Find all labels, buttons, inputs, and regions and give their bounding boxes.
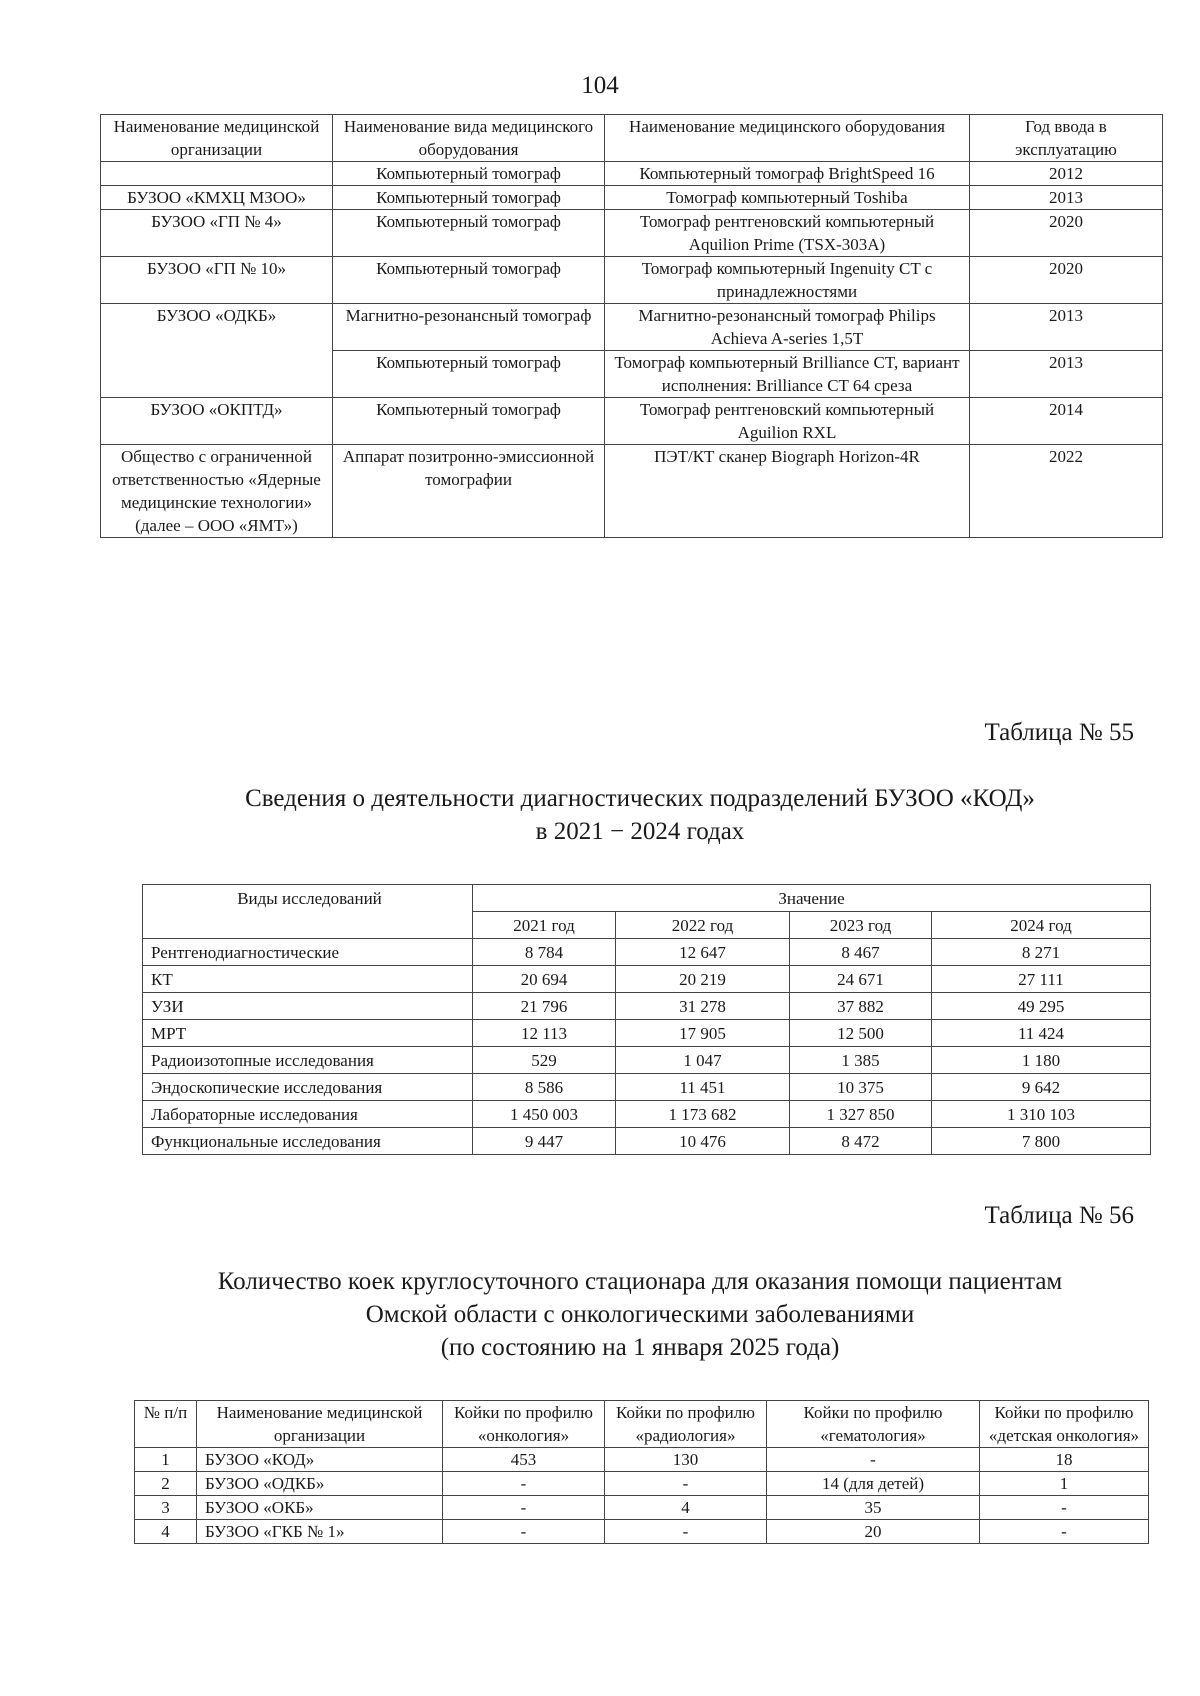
year-header: 2024 год <box>932 912 1151 939</box>
value-cell: 12 647 <box>616 939 790 966</box>
value-cell: 8 271 <box>932 939 1151 966</box>
value-cell: 35 <box>767 1496 980 1520</box>
study-type-cell: УЗИ <box>143 993 473 1020</box>
table-row <box>143 1047 1151 1074</box>
table-55-title-line-1: Сведения о деятельности диагностических подразделений БУЗОО «КОД» <box>245 785 1035 812</box>
table-row <box>101 186 1163 210</box>
value-cell: - <box>443 1472 605 1496</box>
value-cell: 37 882 <box>790 993 932 1020</box>
value-cell: 8 784 <box>473 939 616 966</box>
num-cell: 3 <box>135 1496 197 1520</box>
value-cell: 18 <box>980 1448 1149 1472</box>
num-cell: 4 <box>135 1520 197 1544</box>
table-row <box>143 939 1151 966</box>
num-cell: 1 <box>135 1448 197 1472</box>
diagnostics-table <box>142 884 1151 1155</box>
org-cell: БУЗОО «ОКПТД» <box>101 398 333 445</box>
org-cell: БУЗОО «ГП № 4» <box>101 210 333 257</box>
table-row <box>143 1074 1151 1101</box>
study-type-cell: Радиоизотопные исследования <box>143 1047 473 1074</box>
value-cell: 11 424 <box>932 1020 1151 1047</box>
type-cell: Магнитно-резонансный томограф <box>333 304 605 351</box>
value-cell: 12 113 <box>473 1020 616 1047</box>
value-cell: 21 796 <box>473 993 616 1020</box>
type-cell: Компьютерный томограф <box>333 186 605 210</box>
org-cell: БУЗОО «КОД» <box>197 1448 443 1472</box>
value-cell: 10 476 <box>616 1128 790 1155</box>
type-cell: Компьютерный томограф <box>333 398 605 445</box>
equipment-cell: Томограф рентгеновский компьютерный Aquilion Prime (TSX-303A) <box>605 210 970 257</box>
header-cell: Наименование медицинской организации <box>101 115 333 162</box>
table-row <box>101 398 1163 445</box>
value-cell: 1 047 <box>616 1047 790 1074</box>
equipment-cell: Томограф рентгеновский компьютерный Aguilion RXL <box>605 398 970 445</box>
value-cell: 453 <box>443 1448 605 1472</box>
value-cell: 8 586 <box>473 1074 616 1101</box>
header-cell: Наименование медицинского оборудования <box>605 115 970 162</box>
beds-table <box>134 1400 1149 1544</box>
value-cell: 1 450 003 <box>473 1101 616 1128</box>
header-cell: Год ввода в эксплуатацию <box>970 115 1163 162</box>
header-cell: Койки по профилю «гематология» <box>767 1401 980 1448</box>
table-header-row <box>143 885 1151 912</box>
value-cell: - <box>605 1520 767 1544</box>
year-cell: 2013 <box>970 351 1163 398</box>
num-cell: 2 <box>135 1472 197 1496</box>
value-cell: 20 694 <box>473 966 616 993</box>
org-cell: Общество с ограниченной ответственностью «Ядерные медицинские технологии» (далее – ООО «ЯМТ») <box>101 445 333 538</box>
table-row <box>101 257 1163 304</box>
year-cell: 2013 <box>970 186 1163 210</box>
year-header: 2021 год <box>473 912 616 939</box>
header-cell: Койки по профилю «детская онкология» <box>980 1401 1149 1448</box>
header-cell: Наименование вида медицинского оборудования <box>333 115 605 162</box>
value-cell: 31 278 <box>616 993 790 1020</box>
study-type-cell: МРТ <box>143 1020 473 1047</box>
value-cell: 1 327 850 <box>790 1101 932 1128</box>
study-type-cell: Функциональные исследования <box>143 1128 473 1155</box>
org-cell: БУЗОО «ОДКБ» <box>101 304 333 398</box>
table-row <box>135 1448 1149 1472</box>
type-cell: Аппарат позитронно-эмиссионной томографии <box>333 445 605 538</box>
type-cell: Компьютерный томограф <box>333 210 605 257</box>
year-cell: 2013 <box>970 304 1163 351</box>
value-cell: - <box>980 1496 1149 1520</box>
year-header: 2023 год <box>790 912 932 939</box>
org-cell: БУЗОО «ГП № 10» <box>101 257 333 304</box>
table-row <box>143 1128 1151 1155</box>
equipment-cell: Магнитно-резонансный томограф Philips Achieva A-series 1,5T <box>605 304 970 351</box>
table-header-row <box>135 1401 1149 1448</box>
value-cell: 24 671 <box>790 966 932 993</box>
year-cell: 2020 <box>970 210 1163 257</box>
table-56-title-line-2: Омской области с онкологическими заболеваниями <box>365 1301 915 1328</box>
value-cell: 1 385 <box>790 1047 932 1074</box>
table-row <box>101 304 1163 351</box>
table-row <box>101 445 1163 538</box>
value-cell: - <box>605 1472 767 1496</box>
table-55-title-line-2: в 2021 − 2024 годах <box>535 818 745 845</box>
value-cell: 9 447 <box>473 1128 616 1155</box>
study-type-cell: КТ <box>143 966 473 993</box>
table-56-caption: Таблица № 56 <box>984 1202 1134 1229</box>
header-cell: Койки по профилю «онкология» <box>443 1401 605 1448</box>
value-cell: 8 472 <box>790 1128 932 1155</box>
table-row <box>143 966 1151 993</box>
study-type-cell: Рентгенодиагностические <box>143 939 473 966</box>
table-row <box>101 210 1163 257</box>
study-type-cell: Эндоскопические исследования <box>143 1074 473 1101</box>
type-cell: Компьютерный томограф <box>333 162 605 186</box>
value-cell: 49 295 <box>932 993 1151 1020</box>
value-cell: 9 642 <box>932 1074 1151 1101</box>
header-cell: Наименование медицинской организации <box>197 1401 443 1448</box>
table-header-row <box>101 115 1163 162</box>
value-cell: 130 <box>605 1448 767 1472</box>
year-cell: 2014 <box>970 398 1163 445</box>
value-cell: - <box>980 1520 1149 1544</box>
table-row <box>101 162 1163 186</box>
value-cell: 27 111 <box>932 966 1151 993</box>
value-cell: 20 219 <box>616 966 790 993</box>
org-cell: БУЗОО «ГКБ № 1» <box>197 1520 443 1544</box>
value-cell: - <box>443 1520 605 1544</box>
study-type-cell: Лабораторные исследования <box>143 1101 473 1128</box>
table-row <box>135 1496 1149 1520</box>
year-cell: 2012 <box>970 162 1163 186</box>
year-cell: 2020 <box>970 257 1163 304</box>
org-cell <box>101 162 333 186</box>
value-cell: - <box>443 1496 605 1520</box>
value-cell: - <box>767 1448 980 1472</box>
table-56-title-line-3: (по состоянию на 1 января 2025 года) <box>440 1334 840 1361</box>
year-cell: 2022 <box>970 445 1163 538</box>
table-56-title-line-1: Количество коек круглосуточного стационара для оказания помощи пациентам <box>217 1268 1063 1295</box>
equipment-cell: ПЭТ/КТ сканер Biograph Horizon-4R <box>605 445 970 538</box>
table-row <box>135 1520 1149 1544</box>
value-cell: 1 173 682 <box>616 1101 790 1128</box>
value-cell: 20 <box>767 1520 980 1544</box>
equipment-cell: Томограф компьютерный Toshiba <box>605 186 970 210</box>
equipment-table <box>100 114 1163 538</box>
value-cell: 4 <box>605 1496 767 1520</box>
table-55-caption: Таблица № 55 <box>984 719 1134 746</box>
header-cell: № п/п <box>135 1401 197 1448</box>
type-cell: Компьютерный томограф <box>333 257 605 304</box>
year-header: 2022 год <box>616 912 790 939</box>
value-cell: 12 500 <box>790 1020 932 1047</box>
value-cell: 7 800 <box>932 1128 1151 1155</box>
value-cell: 1 310 103 <box>932 1101 1151 1128</box>
header-cell: Койки по профилю «радиология» <box>605 1401 767 1448</box>
value-cell: 529 <box>473 1047 616 1074</box>
table-row <box>143 1020 1151 1047</box>
value-cell: 17 905 <box>616 1020 790 1047</box>
org-cell: БУЗОО «ОДКБ» <box>197 1472 443 1496</box>
table-row <box>143 993 1151 1020</box>
type-cell: Компьютерный томограф <box>333 351 605 398</box>
value-cell: 11 451 <box>616 1074 790 1101</box>
equipment-cell: Компьютерный томограф BrightSpeed 16 <box>605 162 970 186</box>
value-cell: 1 180 <box>932 1047 1151 1074</box>
value-cell: 10 375 <box>790 1074 932 1101</box>
page-number: 104 <box>581 72 619 99</box>
equipment-cell: Томограф компьютерный Brilliance CT, вариант исполнения: Brilliance CT 64 среза <box>605 351 970 398</box>
table-row <box>135 1472 1149 1496</box>
org-cell: БУЗОО «ОКБ» <box>197 1496 443 1520</box>
value-cell: 1 <box>980 1472 1149 1496</box>
value-cell: 14 (для детей) <box>767 1472 980 1496</box>
header-cell: Значение <box>473 885 1151 912</box>
table-row <box>143 1101 1151 1128</box>
header-cell: Виды исследований <box>143 885 473 939</box>
equipment-cell: Томограф компьютерный Ingenuity CT с принадлежностями <box>605 257 970 304</box>
org-cell: БУЗОО «КМХЦ МЗОО» <box>101 186 333 210</box>
value-cell: 8 467 <box>790 939 932 966</box>
